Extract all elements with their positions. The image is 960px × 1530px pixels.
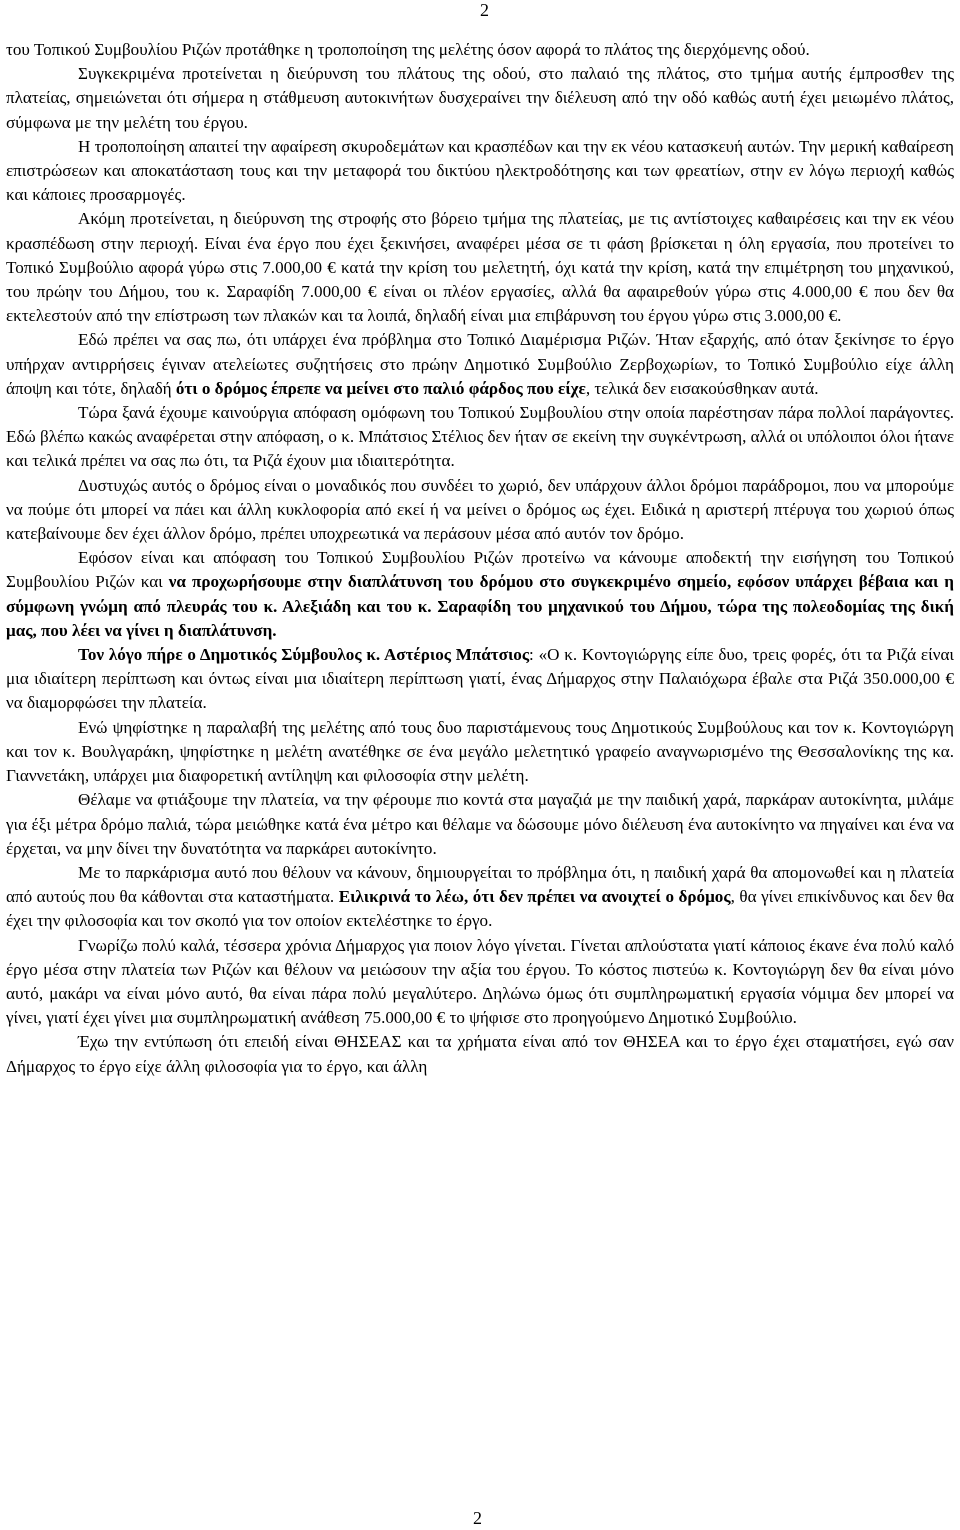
text-run: Έχω την εντύπωση ότι επειδή είναι ΘΗΣΕΑΣ και τα χρήματα είναι από τον ΘΗΣΕΑ και το έργο έχει σταματήσει, εγώ σαν Δήμαρχος το έργο είχε άλλη φιλοσοφία για το έργο, και άλλη [6, 1032, 954, 1076]
text-run: Συγκεκριμένα προτείνεται η διεύρυνση του πλάτους της οδού, στο παλαιό της πλάτος, στο τμήμα αυτής έμπροσθεν της πλατείας, σημειώνεται ότι σήμερα η στάθμευση αυτοκινήτων δυσχεραίνει την διέλευση από την οδό καθώς αυτή έχει μειωμένο πλάτος, σύμφωνα με την μελέτη του έργου. [6, 64, 954, 132]
paragraph [6, 401, 954, 474]
document-body [6, 38, 954, 1079]
paragraph [6, 328, 954, 401]
text-run: Ενώ ψηφίστηκε η παραλαβή της μελέτης από τους δυο παριστάμενους τους Δημοτικούς Συμβούλους και τον κ. Κοντογιώργη και τον κ. Βουλγαράκη, ψηφίστηκε η μελέτη ανατέθηκε σε ένα μεγάλο μελετητικό γραφείο αναγνωρισμένο της Θεσσαλονίκης της κα. Γιαννετάκη, υπάρχει μια διαφορετική αντίληψη και φιλοσοφία στην μελέτη. [6, 717, 954, 786]
page-number-bottom: 2 [473, 1508, 482, 1528]
text-run: Γνωρίζω πολύ καλά, τέσσερα χρόνια Δήμαρχος για ποιον λόγο γίνεται. Γίνεται απλούστατα γιατί κάποιος έκανε ένα πολύ καλό έργο μέσα στην πλατεία των Ριζών και θέλουν να μειώσουν την αξία του έργου. Το κόστος πιστεύω κ. Κοντογιώργη δεν θα είναι μόνο αυτό, μακάρι να είναι μόνο αυτό, θα είναι πάρα πολύ μεγαλύτερο. Δηλώνω όμως ότι συμπληρωματική εργασία νόμιμα δεν μπορεί να γίνει, γιατί έχει γίνει μια συμπληρωματική ανάθεση 75.000,00 € το ψήφισε στο προηγούμενο Δημοτικό Συμβούλιο. [6, 935, 954, 1028]
text-run: Ακόμη προτείνεται, η διεύρυνση της στροφής στο βόρειο τμήμα της πλατείας, με τις αντίστοιχες καθαιρέσεις και την εκ νέου κρασπέδωση στην περιοχή. Είναι ένα έργο που έχει ξεκινήσει, αναφέρει μέσα σε τι φάση βρίσκεται η όλη εργασία, που προτείνει το Τοπικό Συμβούλιο αφορά γύρω στις 7.000,00 € κατά την κρίση του μελετητή, όχι κατά την κρίση, κατά την επιμέτρηση του μηχανικού, του πρώην του Δήμου, του κ. Σαραφίδη 7.000,00 € είναι οι πλέον εργασίες, αλλά θα αφαιρεθούν γύρω στις 4.000,00 € που δεν θα εκτελεστούν από την επίστρωση των πλακών και τα λοιπά, δηλαδή είναι μια επιβάρυνση του έργου γύρω στις 3.000,00 €. [6, 209, 954, 326]
text-run: Με το παρκάρισμα αυτό που θέλουν να κάνουν, δημιουργείται το πρόβλημα ότι, η παιδική χαρά θα απομονωθεί και η πλατεία από αυτούς που θα κάθονται στα καταστήματα. [6, 862, 954, 907]
text-run: Εδώ πρέπει να σας πω, ότι υπάρχει ένα πρόβλημα στο Τοπικό Διαμέρισμα Ριζών. Ήταν εξαρχής, από όταν ξεκίνησε το έργο υπήρχαν αντιρρήσεις έγιναν ατελείωτες συζητήσεις στο πρώην Δημοτικό Συμβούλιο Ζερβοχωρίων, το Τοπικό Συμβούλιο είχε άλλη άποψη και τότε, δηλαδή [6, 330, 954, 398]
paragraph [6, 62, 954, 135]
paragraph [6, 474, 954, 547]
paragraph [6, 38, 954, 62]
text-run: : «Ο κ. Κοντογιώργης είπε δυο, τρεις φορές, ότι τα Ριζά είναι μια ιδιαίτερη περίπτωση και όντως είναι μια ιδιαίτερη περίπτωση γιατί, ένας Δήμαρχος στην Παλαιόχωρα έβαλε στα Ριζά 350.000,00 € να διαμορφώσει την πλατεία. [6, 645, 954, 713]
text-run: Εφόσον είναι και απόφαση του Τοπικού Συμβουλίου Ριζών προτείνω να κάνουμε αποδεκτή την εισήγηση του Τοπικού Συμβουλίου Ριζών και [6, 548, 954, 592]
text-run: , θα γίνει επικίνδυνος και δεν θα έχει την φιλοσοφία και τον σκοπό για τον οποίον εκτελέστηκε το έργο. [6, 887, 954, 931]
text-run: του Τοπικού Συμβουλίου Ριζών προτάθηκε η τροποποίηση της μελέτης όσον αφορά το πλάτος της διερχόμενης οδού. [6, 40, 810, 59]
bold-text-run: Ειλικρινά το λέω, ότι δεν πρέπει να ανοιχτεί ο δρόμος [338, 887, 731, 907]
bold-text-run: Τον λόγο πήρε ο Δημοτικός Σύμβουλος κ. Αστέριος Μπάτσιος [78, 645, 530, 665]
paragraph [6, 861, 954, 934]
paragraph [6, 135, 954, 208]
text-run: Τώρα ξανά έχουμε καινούργια απόφαση ομόφωνη του Τοπικού Συμβουλίου στην οποία παρέστησαν πάρα πολλοί παράγοντες. Εδώ βλέπω κακώς αναφέρεται στην απόφαση, ο κ. Μπάτσιος Στέλιος δεν ήταν σε εκείνη την συγκέντρωση, αλλά οι υπόλοιποι όλοι ήτανε και τελικά πρέπει να σας πω ότι, τα Ριζά έχουν μια ιδιαιτερότητα. [6, 403, 954, 471]
text-run: Θέλαμε να φτιάξουμε την πλατεία, να την φέρουμε πιο κοντά στα μαγαζιά με την παιδική χαρά, παρκάραν αυτοκίνητα, μιλάμε για έξι μέτρα δρόμο παλιά, τώρα μειώθηκε κατά ένα μέτρο και θέλαμε να δώσουμε μόνο διέλευση ένα αυτοκίνητο να πηγαίνει και ένα να έρχεται, να μην δίνει την δυνατότητα να παρκάρει αυτοκίνητο. [6, 790, 954, 858]
text-run: Δυστυχώς αυτός ο δρόμος είναι ο μοναδικός που συνδέει το χωριό, δεν υπάρχουν άλλοι δρόμοι παράδρομοι, που να μπορούμε να πούμε ότι μπορεί να πάει και άλλη κυκλοφορία από εκεί ή να μείνει ο δρόμος ως έχει. Ειδικά η αριστερή πτέρυγα του χωριού όπως κατεβαίνουμε δεν έχει άλλον δρόμο, πρέπει υποχρεωτικά να περάσουν μέσα από αυτόν τον δρόμο. [6, 475, 954, 544]
paragraph [6, 1030, 954, 1078]
paragraph [6, 207, 954, 328]
paragraph [6, 934, 954, 1031]
text-run: , τελικά δεν εισακούσθηκαν αυτά. [585, 378, 819, 398]
paragraph [6, 716, 954, 789]
text-run: Η τροποποίηση απαιτεί την αφαίρεση σκυροδεμάτων και κρασπέδων και την εκ νέου κατασκευή αυτών. Την μερική καθαίρεση επιστρώσεων και αποκατάσταση τους και την μεταφορά του δικτύου ηλεκτροδότησης και των φρεατίων, στην εν λόγω περιοχή καθώς και κάποιες προσαρμογές. [6, 136, 954, 205]
paragraph [6, 788, 954, 861]
bold-text-run: να προχωρήσουμε στην διαπλάτυνση του δρόμου στο συγκεκριμένο σημείο, εφόσον υπάρχει βέβαια και η σύμφωνη γνώμη από πλευράς του κ. Αλεξιάδη και του κ. Σαραφίδη του μηχανικού του Δήμου, τώρα της πολεοδομίας της δική μας, που λέει να γίνει η διαπλάτυνση. [6, 572, 954, 640]
paragraph [6, 546, 954, 643]
paragraph [6, 643, 954, 716]
page-number-top: 2 [480, 0, 489, 20]
bold-text-run: ότι ο δρόμος έπρεπε να μείνει στο παλιό φάρδος που είχε [175, 378, 586, 398]
